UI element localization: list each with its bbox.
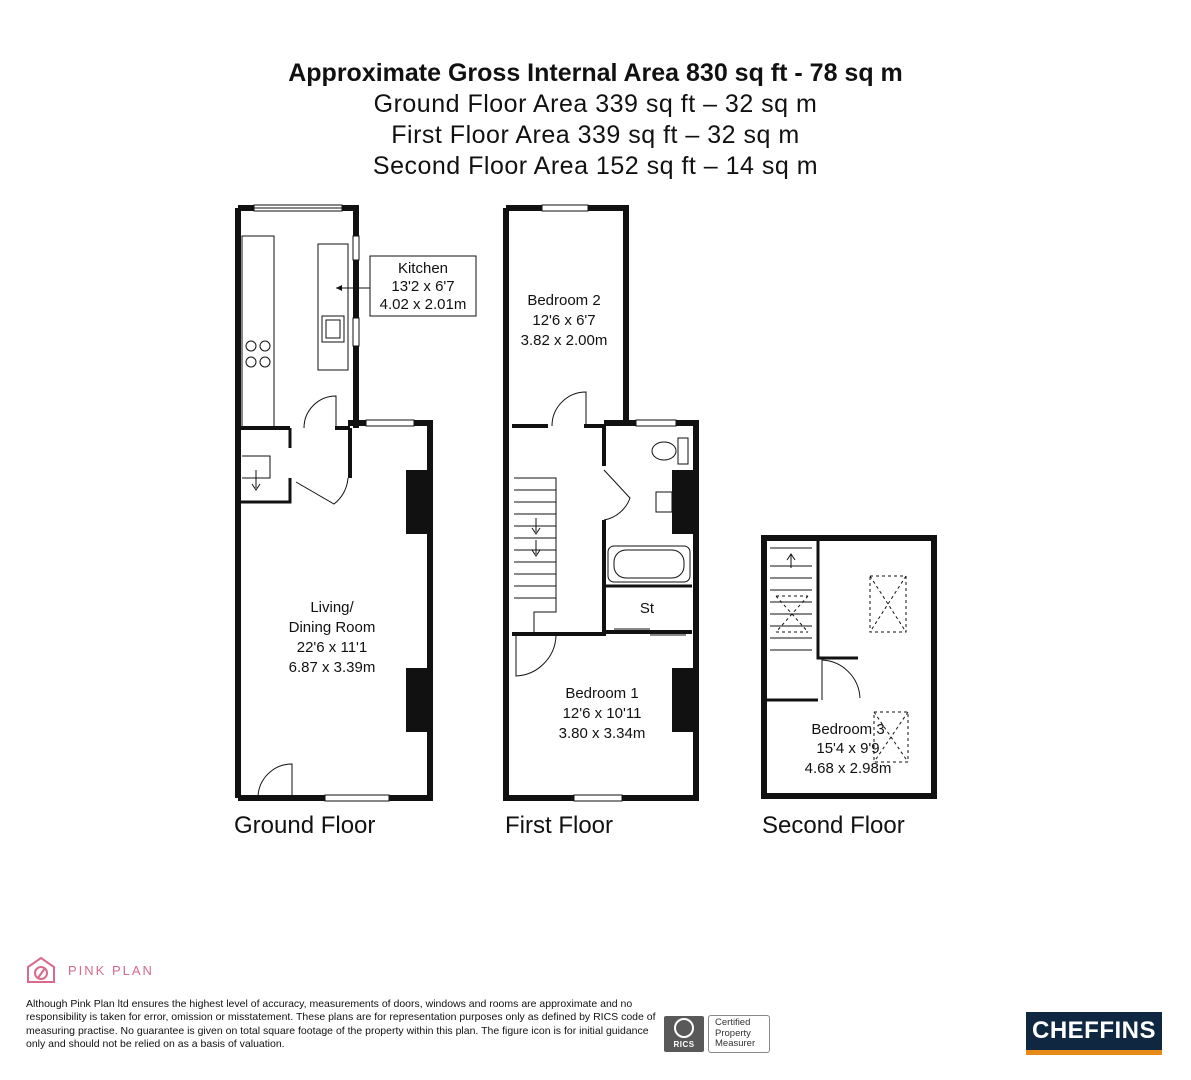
first-floor-area: First Floor Area 339 sq ft – 32 sq m <box>391 121 800 149</box>
living-metric: 6.87 x 3.39m <box>288 659 376 676</box>
second-floor-area: Second Floor Area 152 sq ft – 14 sq m <box>372 152 819 180</box>
living-name-line2: Dining Room <box>288 619 376 636</box>
living-name-line1: Living/ <box>310 599 354 616</box>
ground-floor-label: Ground Floor <box>234 812 376 839</box>
bedroom-3-name: Bedroom 3 <box>811 721 885 738</box>
bedroom-2-label <box>521 292 608 349</box>
bedroom-3-label <box>805 721 892 777</box>
kitchen-name: Kitchen <box>397 260 449 277</box>
bedroom-2-imperial: 12'6 x 6'7 <box>532 312 596 329</box>
first-floor-label: First Floor <box>505 812 613 839</box>
bedroom-2-metric: 3.82 x 2.00m <box>520 332 608 349</box>
living-room-label <box>289 599 376 676</box>
second-floor-label: Second Floor <box>762 812 905 839</box>
kitchen-metric: 4.02 x 2.01m <box>379 296 467 313</box>
store-label: St <box>639 600 655 617</box>
rics-logo <box>664 1016 704 1052</box>
ground-floor-area: Ground Floor Area 339 sq ft – 32 sq m <box>373 90 818 118</box>
bedroom-3-imperial: 15'4 x 9'9 <box>816 740 880 757</box>
rics-line-3: Measurer <box>715 1038 756 1049</box>
rics-certification <box>664 1015 770 1053</box>
bedroom-1-imperial: 12'6 x 10'11 <box>562 705 642 722</box>
gross-area-title: Approximate Gross Internal Area 830 sq ft - 78 sq m <box>288 59 903 87</box>
second-floor-plan <box>764 538 934 796</box>
rics-logo-text: RICS <box>673 1040 695 1050</box>
bedroom-3-metric: 4.68 x 2.98m <box>804 760 892 777</box>
pink-plan-text: PINK PLAN <box>68 962 154 978</box>
rics-badge <box>708 1015 770 1053</box>
cheffins-logo: CHEFFINS <box>1026 1012 1162 1055</box>
bedroom-2-name: Bedroom 2 <box>527 292 601 309</box>
bedroom-1-metric: 3.80 x 3.34m <box>558 725 646 742</box>
bedroom-1-name: Bedroom 1 <box>565 685 639 702</box>
rics-line-1: Certified <box>715 1017 751 1028</box>
living-imperial: 22'6 x 11'1 <box>296 639 368 656</box>
bedroom-1-label <box>559 685 646 742</box>
kitchen-imperial: 13'2 x 6'7 <box>391 278 455 295</box>
disclaimer-text: Although Pink Plan ltd ensures the highest level of accuracy, measurements of doors, windows and rooms are approximate and no responsibility is taken for error, omission or misstatement. These plans are for representation purposes only as defined by RICS code of measuring practise. No guarantee is given on total square footage of the property within this plan. The figure icon is for initial guidance only and should not be relied on as a basis of valuation. <box>26 998 656 1051</box>
rics-seal-icon <box>674 1018 694 1038</box>
rics-line-2: Property <box>715 1027 751 1039</box>
pink-plan-house-icon <box>26 956 56 984</box>
pink-plan-brand <box>26 956 154 984</box>
